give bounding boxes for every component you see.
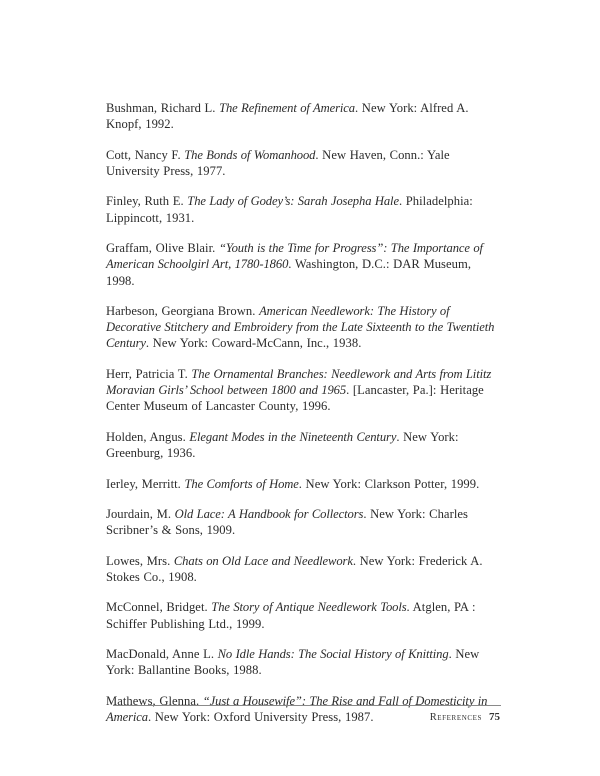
footer-rule xyxy=(113,705,501,706)
reference-entry xyxy=(106,476,500,492)
reference-publication: . Washington, D.C.: DAR Museum, 1998. xyxy=(106,257,472,288)
reference-author: Harbeson, Georgiana Brown. xyxy=(106,304,260,319)
reference-publication: . New Haven, Conn.: Yale University Press, 1977. xyxy=(106,147,450,178)
reference-title: The Comforts of Home xyxy=(184,476,299,491)
reference-entry xyxy=(106,303,500,352)
reference-entry xyxy=(106,429,500,461)
reference-author: Jourdain, M. xyxy=(106,507,175,522)
reference-publication: . New York: Clarkson Potter, 1999. xyxy=(298,476,480,491)
reference-entry xyxy=(106,553,500,585)
reference-title: The Story of Antique Needlework Tools xyxy=(211,600,407,615)
reference-author: Finley, Ruth E. xyxy=(106,194,188,209)
reference-publication: . Philadelphia: Lippincott, 1931. xyxy=(106,194,473,225)
reference-publication: . New York: Greenburg, 1936. xyxy=(106,429,459,461)
reference-publication: . Atglen, PA : Schiffer Publishing Ltd., 1999. xyxy=(106,600,476,631)
reference-title: The Bonds of Womanhood xyxy=(184,147,316,162)
reference-entry xyxy=(106,366,500,415)
reference-title: “Youth is the Time for Progress”: The Importance of American Schoolgirl Art, 1780-1860 xyxy=(106,241,483,272)
reference-title: Old Lace: A Handbook for Collectors xyxy=(174,507,364,522)
reference-entry xyxy=(106,147,500,179)
reference-publication: . New York: Ballantine Books, 1988. xyxy=(106,647,480,678)
page-footer xyxy=(430,711,500,723)
reference-author: McConnel, Bridget. xyxy=(106,600,212,615)
reference-title: Elegant Modes in the Nineteenth Century xyxy=(189,429,397,444)
reference-entry xyxy=(106,506,500,538)
reference-list xyxy=(106,100,500,740)
reference-publication: . New York: Coward-McCann, Inc., 1938. xyxy=(145,336,362,351)
reference-author: Ierley, Merritt. xyxy=(106,476,185,491)
reference-entry xyxy=(106,599,500,631)
reference-author: MacDonald, Anne L. xyxy=(106,647,218,662)
reference-publication: . New York: Frederick A. Stokes Co., 1908. xyxy=(106,553,483,584)
reference-entry xyxy=(106,240,500,289)
reference-title: The Refinement of America xyxy=(219,101,355,115)
page-number: 75 xyxy=(489,711,500,723)
reference-title: The Lady of Godey’s: Sarah Josepha Hale xyxy=(187,194,399,209)
reference-author: Herr, Patricia T. xyxy=(106,366,192,381)
reference-entry xyxy=(106,646,500,678)
reference-title: The Ornamental Branches: Needlework and Arts from Lititz Moravian Girls’ School between 1800 and 1965 xyxy=(106,366,492,398)
reference-author: Holden, Angus. xyxy=(106,429,190,444)
reference-title: American Needlework: The History of Decorative Stitchery and Embroidery from the Late Sixteenth to the Twentieth Century xyxy=(106,304,495,351)
reference-entry xyxy=(106,193,500,225)
reference-publication: . [Lancaster, Pa.]: Heritage Center Museum of Lancaster County, 1996. xyxy=(106,383,484,414)
reference-publication: . New York: Oxford University Press, 1987. xyxy=(147,710,374,725)
reference-author: Mathews, Glenna. xyxy=(106,693,203,708)
reference-publication: . New York: Charles Scribner’s & Sons, 1909. xyxy=(106,507,468,538)
reference-author: Graffam, Olive Blair. xyxy=(106,241,219,256)
reference-title: No Idle Hands: The Social History of Knitting xyxy=(217,647,449,662)
reference-title: “Just a Housewife”: The Rise and Fall of Domesticity in America xyxy=(106,693,488,725)
reference-author: Lowes, Mrs. xyxy=(106,553,174,568)
footer-section-title: References xyxy=(429,712,482,723)
reference-entry xyxy=(106,100,500,132)
reference-author: Cott, Nancy F. xyxy=(106,147,185,162)
reference-publication: . New York: Alfred A. Knopf, 1992. xyxy=(106,101,469,132)
reference-title: Chats on Old Lace and Needlework xyxy=(173,553,353,568)
reference-author: Bushman, Richard L. xyxy=(106,101,220,115)
